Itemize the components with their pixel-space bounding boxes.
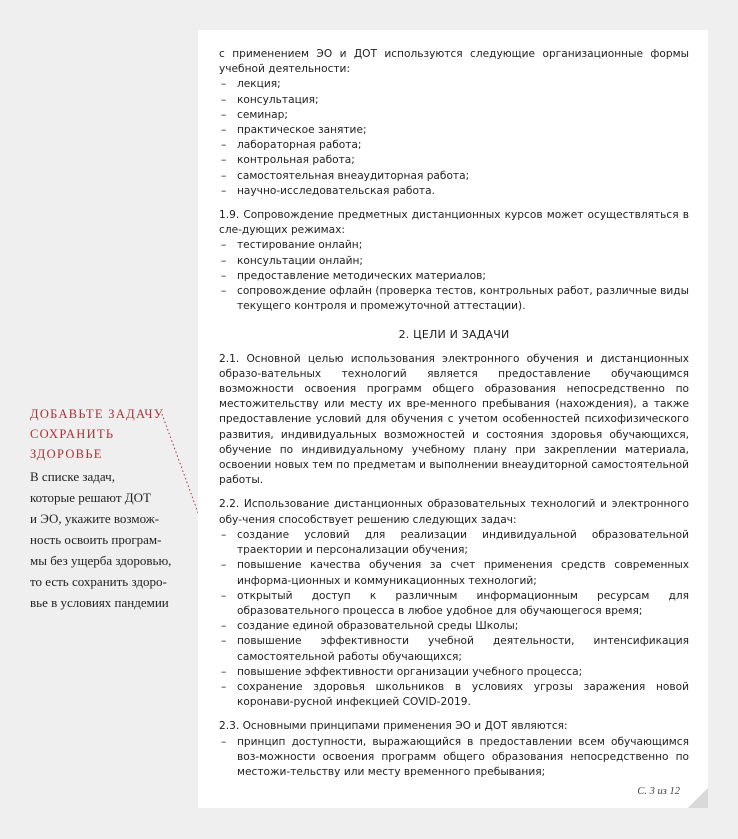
list-item: – сохранение здоровья школьников в условиях угрозы заражения новой коронави-русной инфекцией COVID-2019. xyxy=(219,680,689,710)
section-2-2-list xyxy=(219,528,689,710)
section-2-3-list xyxy=(219,735,689,781)
page-corner-fold xyxy=(688,788,708,808)
list-item: – консультация; xyxy=(219,93,689,108)
section-2-3-text: 2.3. Основными принципами применения ЭО и ДОТ являются: xyxy=(219,720,568,733)
sidenote-title-line: ДОБАВЬТЕ ЗАДАЧУ xyxy=(30,407,164,421)
list-item: – тестирование онлайн; xyxy=(219,238,689,253)
section-2-1-text: 2.1. Основной целью использования электронного обучения и дистанционных образо-вательных технологий является предоставление обучающимся возможности освоения программ общего образования непосредственно по местожительству или месту их вре-менного пребывания (нахождения), а также предоставление условий для обучения с учетом особенностей психофизического развития, индивидуальных возможностей и состояния здоровья обучающихся, обучение по индивидуальному учебному плану при закреплении материала, освоении новых тем по предметам и выполнении внеаудиторной самостоятельной работы. xyxy=(219,352,689,487)
list-item: – научно-исследовательская работа. xyxy=(219,184,689,199)
section-heading: 2. ЦЕЛИ И ЗАДАЧИ xyxy=(398,328,510,342)
page-number: С. 3 из 12 xyxy=(637,786,680,797)
list-item: – повышение эффективности организации учебного процесса; xyxy=(219,665,689,680)
sidenote-title-line: ЗДОРОВЬЕ xyxy=(30,447,103,461)
intro-text: с применением ЭО и ДОТ используются следующие организационные формы учебной деятельности: xyxy=(219,48,689,76)
list-item: – сопровождение офлайн (проверка тестов, контрольных работ, различные виды текущего контроля и промежуточной аттестации). xyxy=(219,284,689,314)
list-item: – самостоятельная внеаудиторная работа; xyxy=(219,169,689,184)
sidenote-body-line: вье в условиях пандемии xyxy=(30,595,169,610)
section-1-9-text: 1.9. Сопровождение предметных дистанционных курсов может осуществляться в сле-дующих режимах: xyxy=(219,209,689,237)
list-item: – повышение эффективности учебной деятельности, интенсификация самостоятельной работы обучающихся; xyxy=(219,634,689,664)
sidenote-body xyxy=(30,466,190,613)
document-page xyxy=(198,30,708,808)
sidenote-title-line: СОХРАНИТЬ xyxy=(30,427,115,441)
list-item: – предоставление методических материалов; xyxy=(219,269,689,284)
section-2-2-text: 2.2. Использование дистанционных образовательных технологий и электронного обу-чения способствует решению следующих задач: xyxy=(219,498,689,526)
list-item: – создание единой образовательной среды Школы; xyxy=(219,619,689,634)
list-item: – лабораторная работа; xyxy=(219,138,689,153)
section-1-9-list xyxy=(219,238,689,314)
sidenote-body-line: В списке задач, xyxy=(30,469,115,484)
sidenote-body-line: и ЭО, укажите возмож- xyxy=(30,511,160,526)
sidenote-body-line: мы без ущерба здоровью, xyxy=(30,553,172,568)
intro-list xyxy=(219,77,689,199)
list-item: – принцип доступности, выражающийся в предоставлении всем обучающимся воз-можности освоения программ общего образования непосредственно по местожи-тельству или месту временного пребывания; xyxy=(219,735,689,781)
sidenote-body-line: которые решают ДОТ xyxy=(30,490,151,505)
page-content xyxy=(219,47,689,780)
list-item: – практическое занятие; xyxy=(219,123,689,138)
list-item: – консультации онлайн; xyxy=(219,254,689,269)
list-item: – открытый доступ к различным информационным ресурсам для образовательного процесса в любое удобное для обучающегося время; xyxy=(219,589,689,619)
list-item: – повышение качества обучения за счет применения средств современных информа-ционных и коммуникационных технологий; xyxy=(219,558,689,588)
list-item: – семинар; xyxy=(219,108,689,123)
sidenote-body-line: ность освоить програм- xyxy=(30,532,162,547)
list-item: – создание условий для реализации индивидуальной образовательной траектории и персонализации обучения; xyxy=(219,528,689,558)
sidenote-title xyxy=(30,404,190,464)
sidenote xyxy=(30,404,190,613)
list-item: – контрольная работа; xyxy=(219,153,689,168)
sidenote-body-line: то есть сохранить здоро- xyxy=(30,574,167,589)
list-item: – лекция; xyxy=(219,77,689,92)
